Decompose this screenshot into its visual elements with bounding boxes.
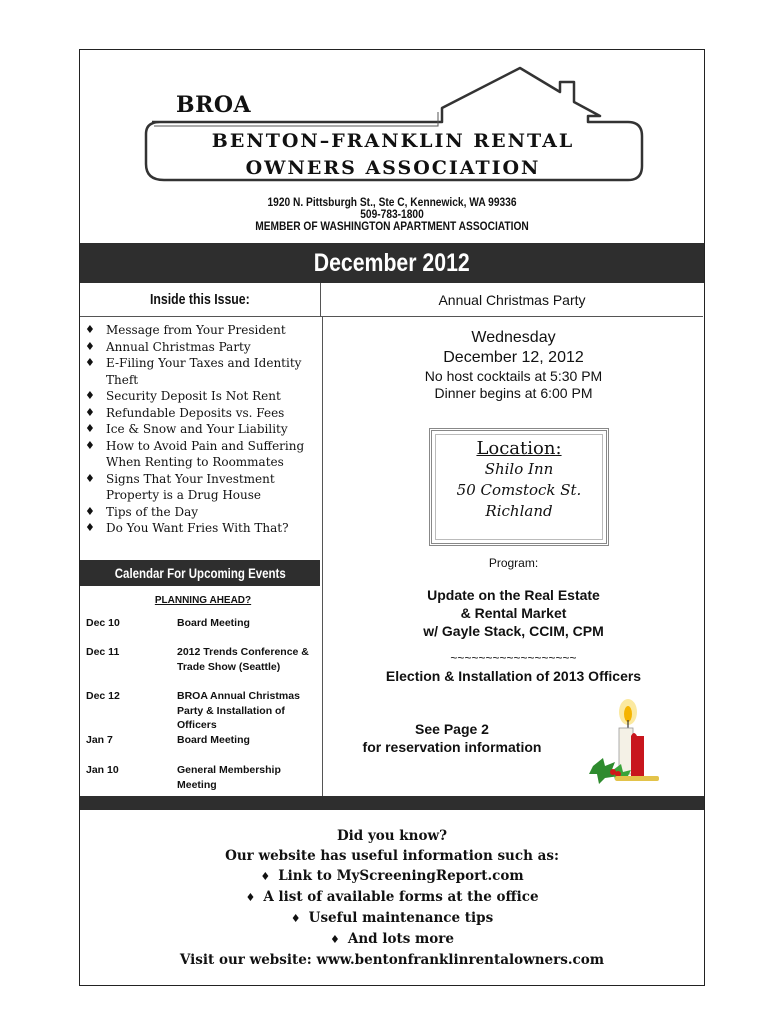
program-line: & Rental Market xyxy=(460,605,567,621)
list-item: ♦ Link to MyScreeningReport.com xyxy=(260,868,524,884)
event-name: 2012 Trends Conference & Trade Show (Seattle) xyxy=(177,646,309,673)
diamond-bullet-icon: ♦ xyxy=(85,389,95,402)
list-item: ♦ Signs That Your Investment Property is a Drug House xyxy=(85,471,275,502)
newsletter-page xyxy=(79,49,705,986)
location-box xyxy=(429,428,609,546)
list-item: ♦ How to Avoid Pain and Suffering When Renting to Roommates xyxy=(85,438,305,469)
party-header: Annual Christmas Party xyxy=(321,283,703,317)
location-street: 50 Comstock St. xyxy=(456,481,582,499)
calendar-header xyxy=(80,560,320,586)
event-date: Jan 10 xyxy=(86,764,119,776)
did-you-know-intro: Our website has useful information such as: xyxy=(225,848,559,864)
list-item: ♦ Ice & Snow and Your Liability xyxy=(85,422,288,436)
program-line: Update on the Real Estate xyxy=(427,587,600,603)
diamond-bullet-icon: ♦ xyxy=(290,912,301,925)
event-name: General Membership Meeting xyxy=(177,764,281,791)
event-date: Dec 11 xyxy=(86,646,120,658)
party-dinner: Dinner begins at 6:00 PM xyxy=(434,385,593,401)
event-name: Board Meeting xyxy=(177,617,250,629)
event-date: Jan 7 xyxy=(86,734,113,746)
diamond-bullet-icon: ♦ xyxy=(245,891,256,904)
issue-date: December 2012 xyxy=(314,249,470,277)
diamond-bullet-icon: ♦ xyxy=(85,438,95,452)
calendar-heading: Calendar For Upcoming Events xyxy=(114,565,286,581)
logo-acronym: BROA xyxy=(176,92,252,118)
inside-issue-list xyxy=(84,322,320,537)
event-name: BROA Annual Christmas Party & Installation of Officers xyxy=(177,690,300,731)
list-item: ♦ Security Deposit Is Not Rent xyxy=(85,389,281,403)
phone-text: 509-783-1800 xyxy=(360,207,424,221)
reservation-text: for reservation information xyxy=(362,739,542,755)
program-details xyxy=(323,586,704,640)
see-page-text: See Page 2 xyxy=(415,721,489,737)
address-text: 1920 N. Pittsburgh St., Ste C, Kennewick, WA 99336 xyxy=(267,195,517,209)
diamond-bullet-icon: ♦ xyxy=(85,471,95,485)
party-details xyxy=(323,328,704,402)
diamond-bullet-icon: ♦ xyxy=(330,933,340,946)
list-item: ♦ Tips of the Day xyxy=(85,504,198,519)
diamond-bullet-icon: ♦ xyxy=(85,521,95,534)
program-line: w/ Gayle Stack, CCIM, CPM xyxy=(423,623,604,639)
list-item: ♦ E-Filing Your Taxes and Identity Theft xyxy=(85,356,302,387)
diamond-bullet-icon: ♦ xyxy=(85,323,95,336)
website-link[interactable]: Visit our website: www.bentonfranklinrentalowners.com xyxy=(179,952,605,968)
did-you-know-section xyxy=(80,826,704,950)
diamond-bullet-icon: ♦ xyxy=(85,356,95,369)
list-item: ♦ Message from Your President xyxy=(85,323,286,337)
diamond-bullet-icon: ♦ xyxy=(85,422,95,435)
location-venue: Shilo Inn xyxy=(484,460,554,478)
membership-text: MEMBER OF WASHINGTON APARTMENT ASSOCIATION xyxy=(255,219,529,233)
inside-issue-header xyxy=(80,283,321,317)
list-item: ♦ And lots more xyxy=(330,931,454,947)
issue-date-banner xyxy=(80,243,704,283)
planning-ahead-heading: PLANNING AHEAD? xyxy=(154,595,252,606)
list-item: ♦ A list of available forms at the office xyxy=(245,889,539,905)
list-item: ♦ Refundable Deposits vs. Fees xyxy=(85,405,285,420)
reservation-note xyxy=(323,720,581,756)
party-date: December 12, 2012 xyxy=(443,349,584,366)
contact-block xyxy=(127,196,657,232)
list-item: ♦ Do You Want Fries With That? xyxy=(85,521,289,535)
party-cocktails: No host cocktails at 5:30 PM xyxy=(424,368,603,384)
party-weekday: Wednesday xyxy=(471,329,556,346)
footer-divider-bar xyxy=(80,796,704,810)
program-label: Program: xyxy=(488,556,539,570)
separator: ~~~~~~~~~~~~~~~~~~ xyxy=(450,651,577,665)
event-date: Dec 12 xyxy=(86,690,120,702)
logo-name-line2: OWNERS ASSOCIATION xyxy=(245,157,541,179)
diamond-bullet-icon: ♦ xyxy=(260,870,271,883)
broa-logo xyxy=(142,64,652,194)
election-text: Election & Installation of 2013 Officers xyxy=(385,668,642,684)
location-label: Location: xyxy=(476,438,562,459)
location-city: Richland xyxy=(485,502,553,520)
list-item: ♦ Annual Christmas Party xyxy=(85,339,251,354)
diamond-bullet-icon: ♦ xyxy=(85,339,95,353)
event-name: Board Meeting xyxy=(177,734,250,746)
logo-name-line1: BENTON–FRANKLIN RENTAL xyxy=(211,130,575,152)
event-date: Dec 10 xyxy=(86,617,120,629)
did-you-know-heading: Did you know? xyxy=(336,828,448,844)
diamond-bullet-icon: ♦ xyxy=(85,405,95,419)
inside-issue-heading: Inside this Issue: xyxy=(150,291,250,308)
christmas-candle-icon xyxy=(585,696,665,784)
diamond-bullet-icon: ♦ xyxy=(85,504,95,518)
list-item: ♦ Useful maintenance tips xyxy=(290,910,494,926)
